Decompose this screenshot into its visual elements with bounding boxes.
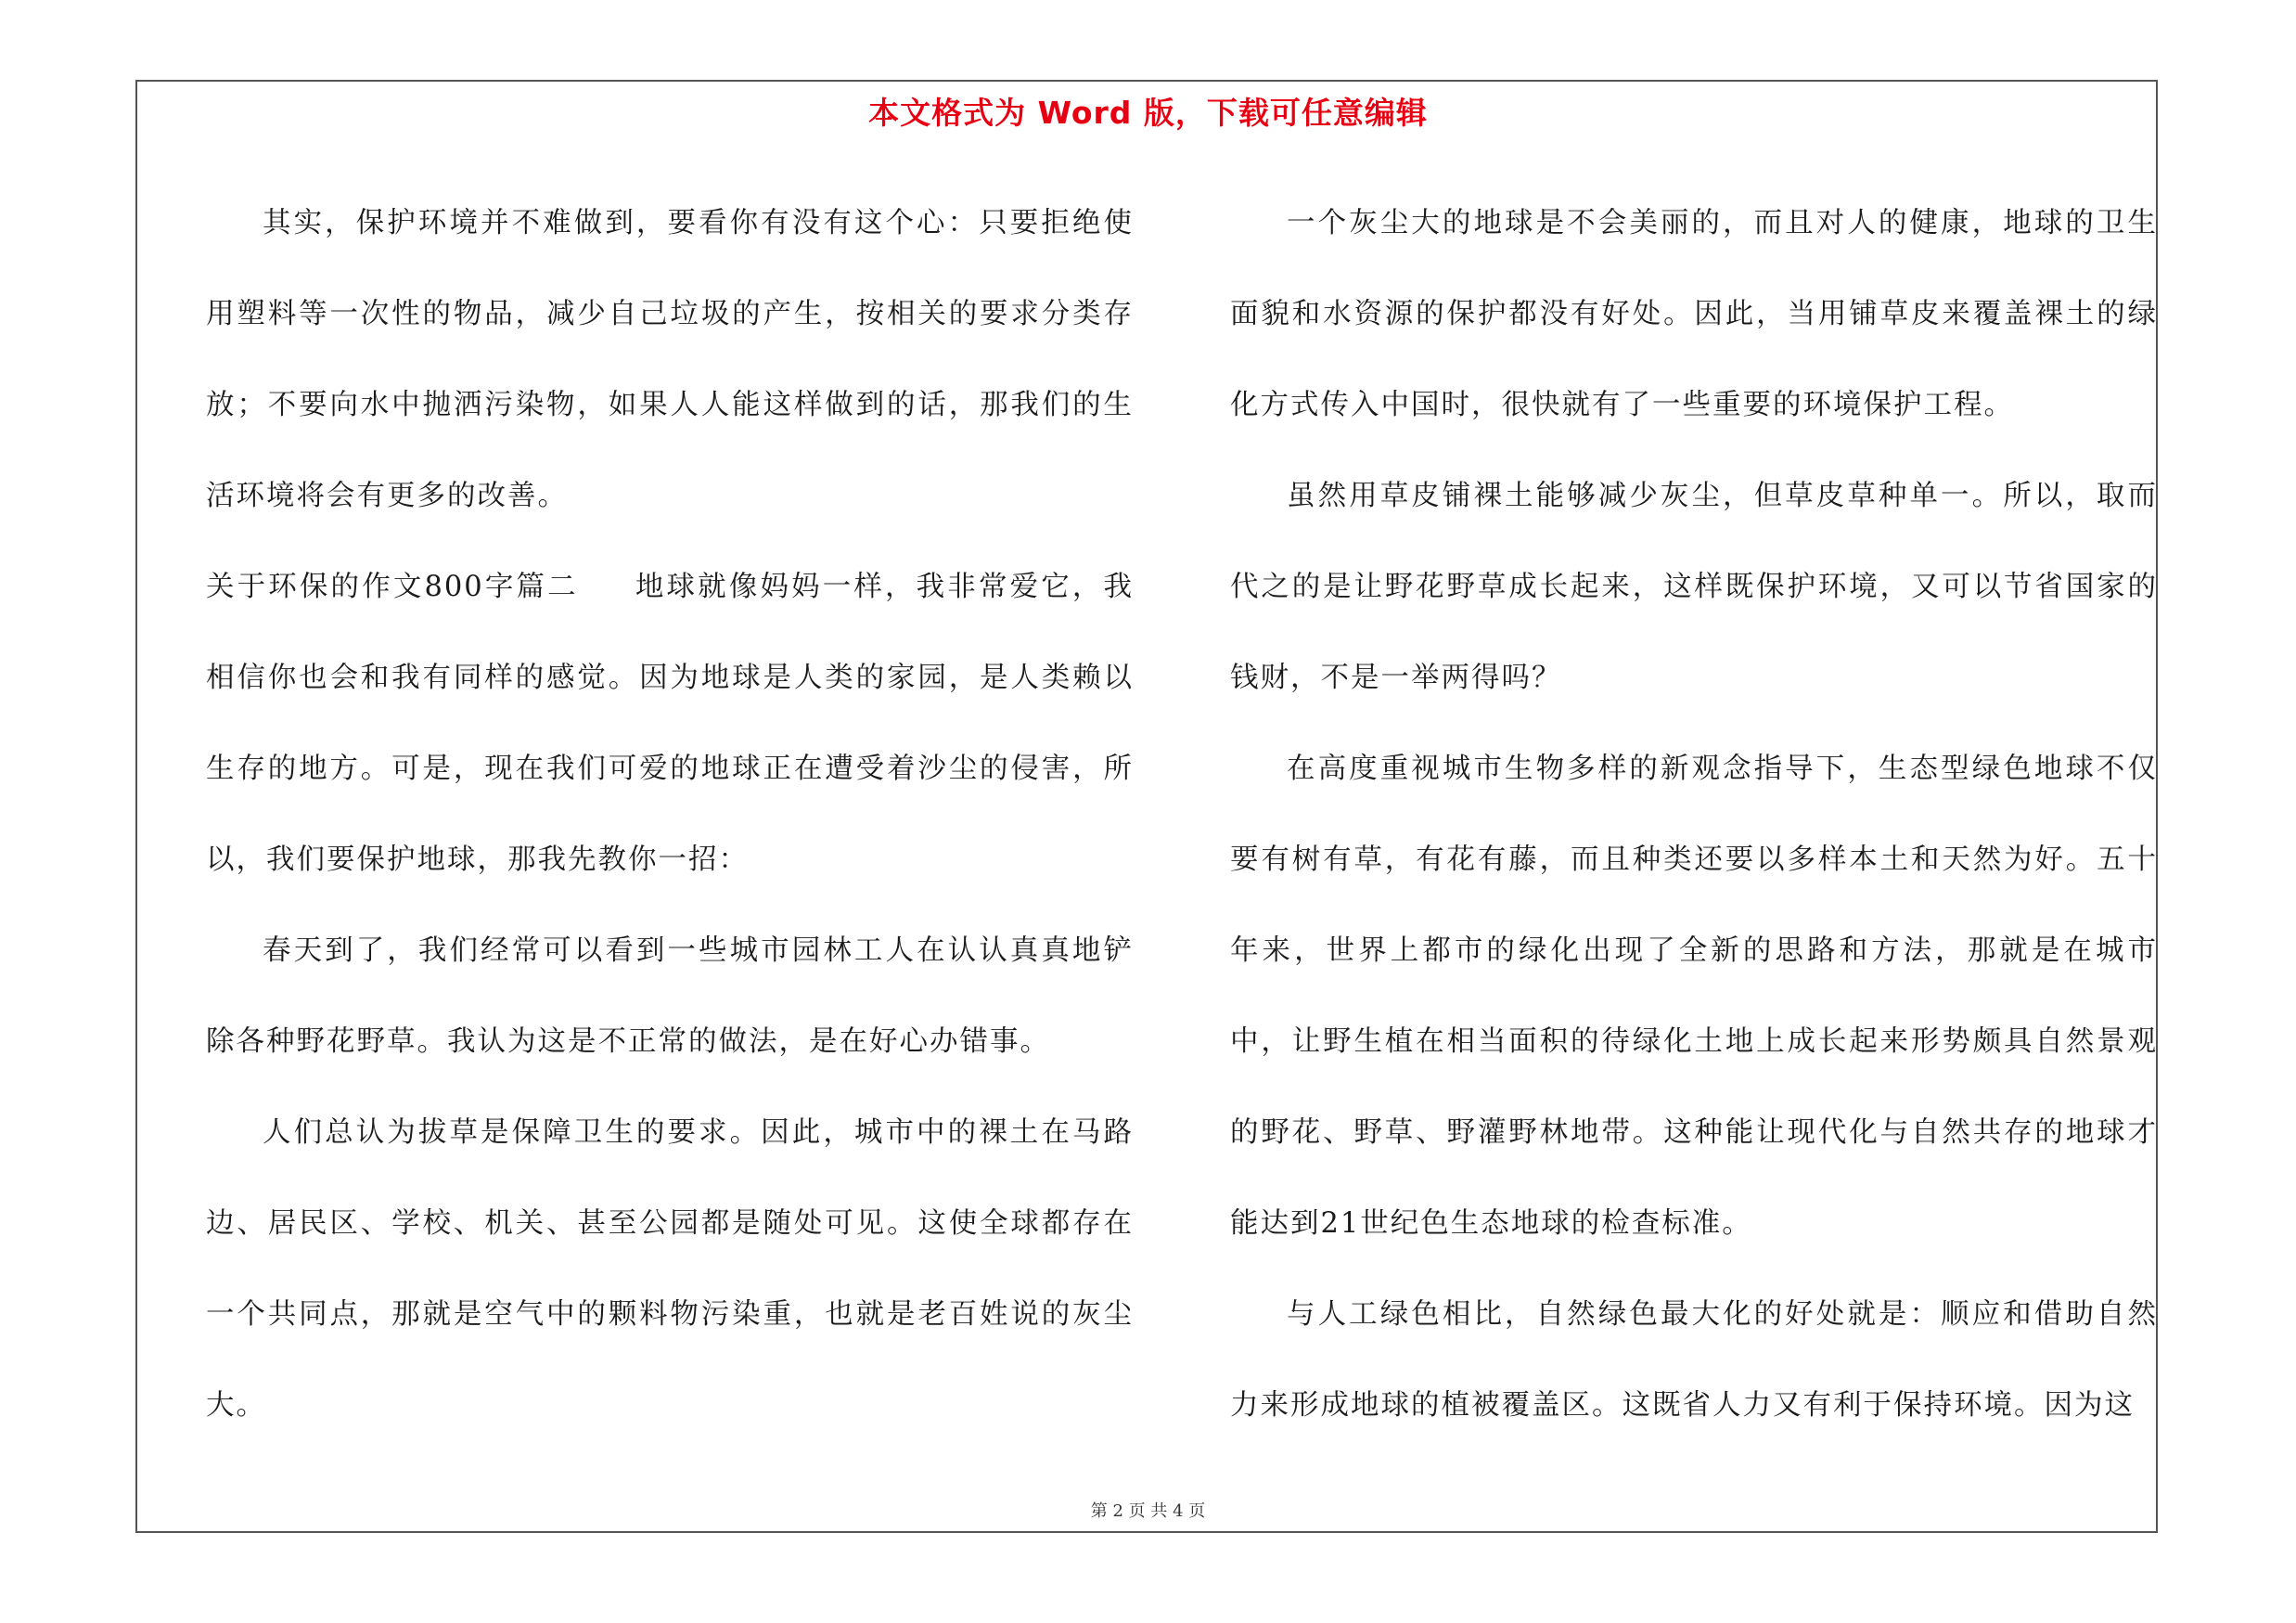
paragraph: 在高度重视城市生物多样的新观念指导下，生态型绿色地球不仅要有树有草，有花有藤，而且种类还要以多样本土和天然为好。五十年来，世界上都市的绿化出现了全新的思路和方法，那就是在城市中，让野生植在相当面积的待绿化土地上成长起来形势颇具自然景观的野花、野草、野灌野林地带。这种能让现代化与自然共存的地球才能达到21世纪色生态地球的检查标准。 [1230,753,2158,1240]
left-column [206,178,1134,1451]
page-number: 第 2 页 共 4 页 [1090,1501,1206,1521]
right-column [1230,178,2158,1451]
paragraph: 一个灰尘大的地球是不会美丽的，而且对人的健康，地球的卫生面貌和水资源的保护都没有好处。因此，当用铺草皮来覆盖裸土的绿化方式传入中国时，很快就有了一些重要的环境保护工程。 [1230,207,2158,421]
format-banner: 本文格式为 Word 版，下载可任意编辑 [868,95,1428,131]
paragraph-text: 地球就像妈妈一样，我非常爱它，我相信你也会和我有同样的感觉。因为地球是人类的家园，是人类赖以生存的地方。可是，现在我们可爱的地球正在遭受着沙尘的侵害，所以，我们要保护地球，那我先教你一招： [206,571,1135,876]
section-heading: 关于环保的作文800字篇二 [206,571,579,603]
paragraph: 与人工绿色相比，自然绿色最大化的好处就是：顺应和借助自然力来形成地球的植被覆盖区。这既省人力又有利于保持环境。因为这 [1230,1298,2158,1422]
paragraph: 春天到了，我们经常可以看到一些城市园林工人在认认真真地铲除各种野花野草。我认为这是不正常的做法，是在好心办错事。 [206,934,1134,1058]
paragraph: 虽然用草皮铺裸土能够减少灰尘，但草皮草种单一。所以，取而代之的是让野花野草成长起来，这样既保护环境，又可以节省国家的钱财，不是一举两得吗？ [1230,480,2158,694]
section-paragraph [206,542,1134,906]
paragraph: 其实，保护环境并不难做到，要看你有没有这个心：只要拒绝使用塑料等一次性的物品，减少自己垃圾的产生，按相关的要求分类存放；不要向水中抛洒污染物，如果人人能这样做到的话，那我们的生活环境将会有更多的改善。 [206,207,1134,512]
paragraph: 人们总认为拔草是保障卫生的要求。因此，城市中的裸土在马路边、居民区、学校、机关、甚至公园都是随处可见。这使全球都存在一个共同点，那就是空气中的颗料物污染重，也就是老百姓说的灰尘大。 [206,1116,1134,1422]
